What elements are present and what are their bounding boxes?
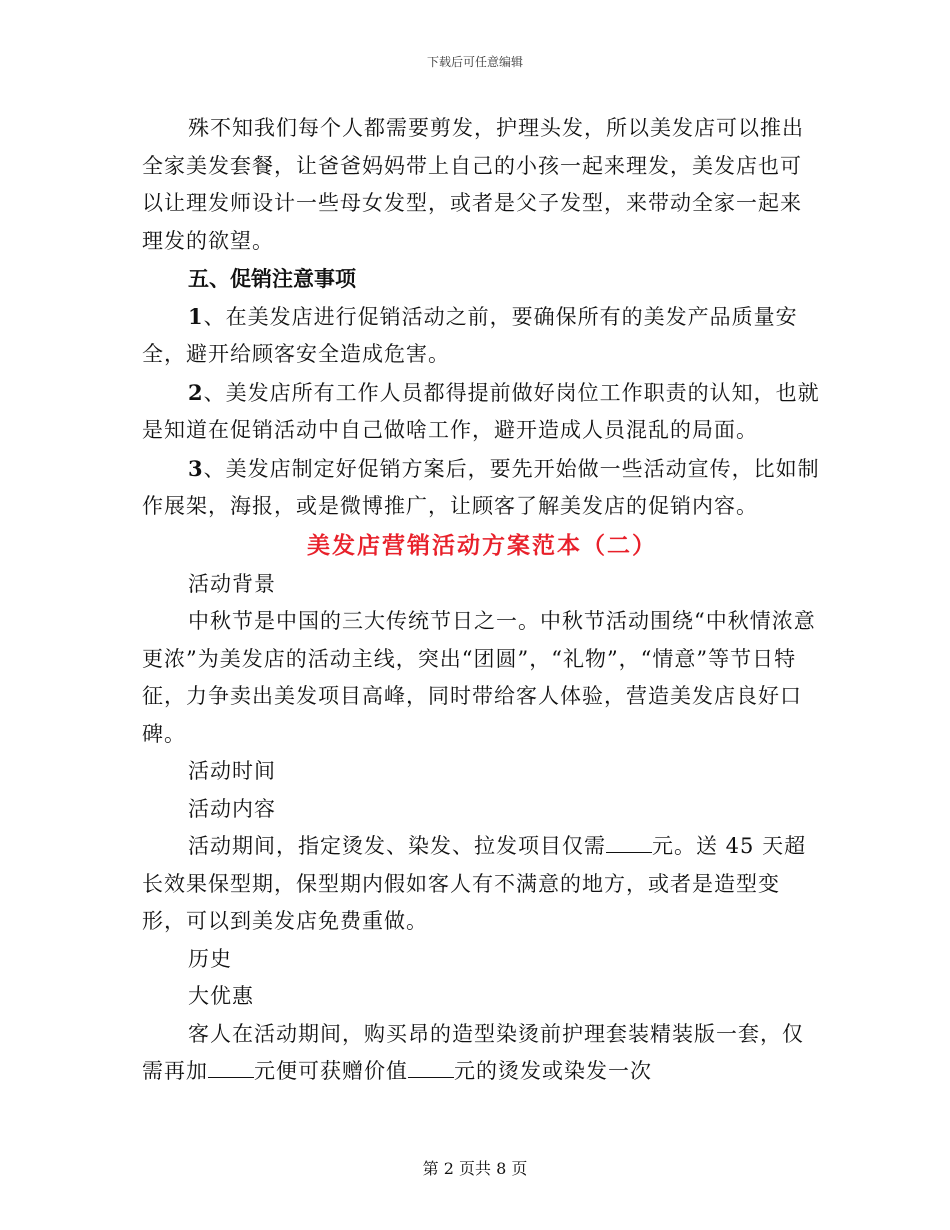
discount-text-a: 客人在活动期间，购买昂的造型染烫前护理套装精装版一套，仅需再加 <box>142 1021 804 1083</box>
fill-blank <box>408 1059 454 1078</box>
background-paragraph: 中秋节是中国的三大传统节日之一。中秋节活动围绕“中秋情浓意更浓”为美发店的活动主线，突出“团圆”，“礼物”，“情意”等节日特征，力争卖出美发项目高峰，同时带给客人体验，营造美发店良好口碑。 <box>142 609 816 746</box>
subheading-background: 活动背景 <box>188 571 276 596</box>
fill-blank <box>606 834 652 853</box>
page-footer: 第 2 页共 8 页 <box>422 1159 528 1178</box>
fill-blank <box>208 1059 254 1078</box>
document-body <box>142 110 822 1091</box>
subheading-content: 活动内容 <box>188 796 276 821</box>
list-item <box>142 374 822 450</box>
subheading-time: 活动时间 <box>188 759 276 783</box>
subheading-discount: 大优惠 <box>188 984 254 1008</box>
section-title: 美发店营销活动方案范本（二） <box>307 531 657 559</box>
page-header: 下载后可任意编辑 <box>426 55 523 69</box>
item-number: 3 <box>188 455 204 481</box>
subheading-history: 历史 <box>188 946 232 971</box>
discount-paragraph <box>142 1016 822 1091</box>
content-paragraph <box>142 828 822 941</box>
intro-paragraph: 殊不知我们每个人都需要剪发，护理头发，所以美发店可以推出全家美发套餐，让爸爸妈妈带上自己的小孩一起来理发，美发店也可以让理发师设计一些母女发型，或者是父子发型，来带动全家一起来理发的欲望。 <box>142 116 804 253</box>
content-text-a: 活动期间，指定烫发、染发、拉发项目仅需 <box>188 834 606 858</box>
discount-text-b: 元便可获赠价值 <box>254 1059 408 1083</box>
item-number: 1 <box>188 303 204 329</box>
item-number: 2 <box>188 379 204 405</box>
item-text: 、美发店所有工作人员都得提前做好岗位工作职责的认知，也就是知道在促销活动中自己做啥工作，避开造成人员混乱的局面。 <box>142 380 820 442</box>
discount-text-c: 元的烫发或染发一次 <box>454 1059 652 1083</box>
item-text: 、美发店制定好促销方案后，要先开始做一些活动宣传，比如制作展架，海报，或是微博推广，让顾客了解美发店的促销内容。 <box>142 456 820 518</box>
list-item <box>142 450 822 526</box>
item-text: 、在美发店进行促销活动之前，要确保所有的美发产品质量安全，避开给顾客安全造成危害。 <box>142 304 798 366</box>
section-heading: 五、促销注意事项 <box>188 266 356 291</box>
list-item <box>142 298 822 374</box>
content-text-b: 元。送 45 天超长效果保型期，保型期内假如客人有不满意的地方，或者是造型变形，可以到美发店免费重做。 <box>142 834 807 933</box>
